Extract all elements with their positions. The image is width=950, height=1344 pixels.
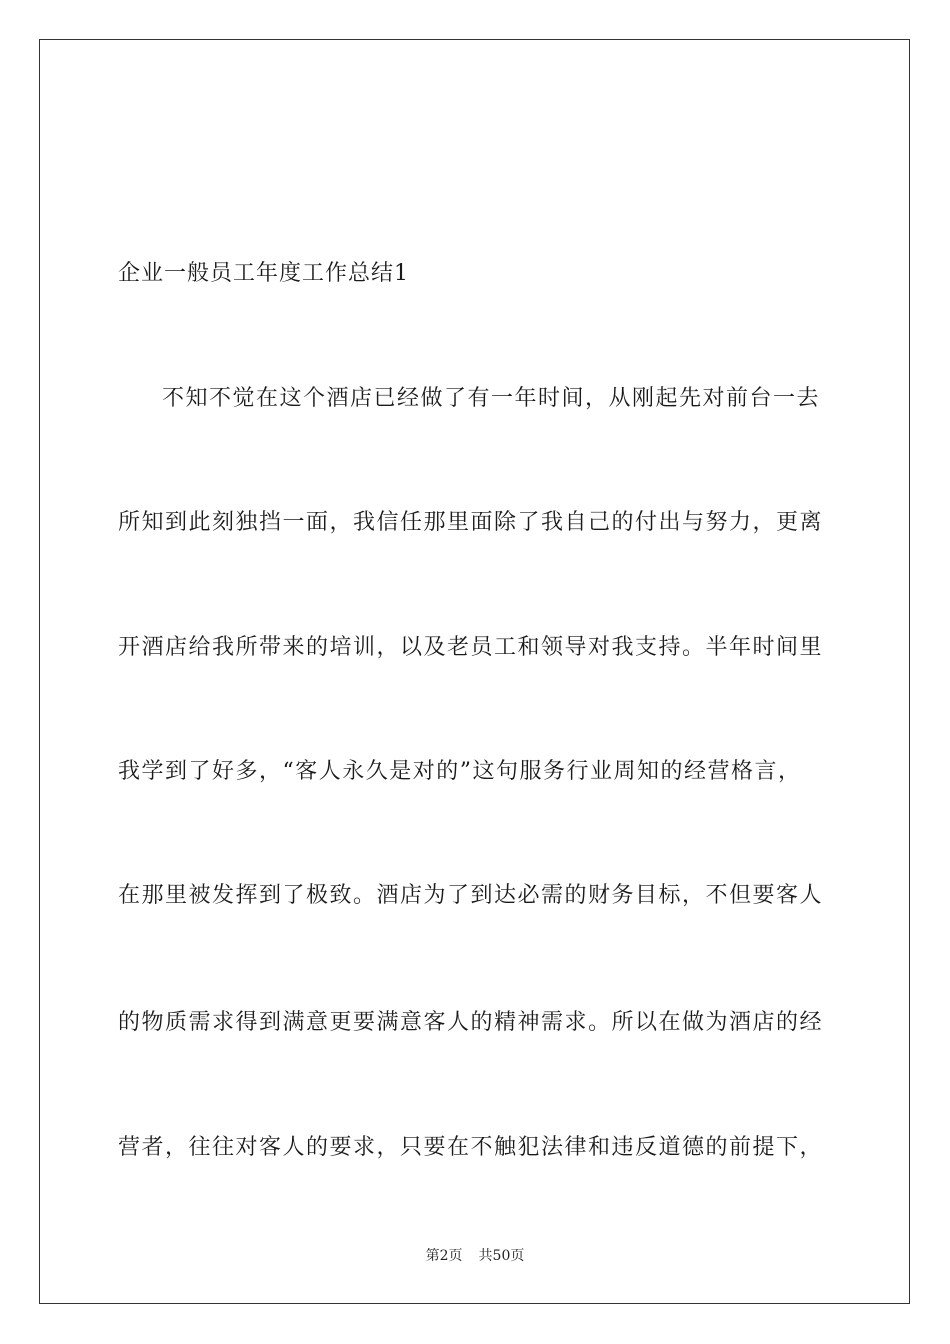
paragraph-line-1: 不知不觉在这个酒店已经做了有一年时间，从刚起先对前台一去 (162, 386, 821, 411)
paragraph-line-2: 所知到此刻独挡一面，我信任那里面除了我自己的付出与努力，更离 (118, 510, 824, 535)
document-title: 企业一般员工年度工作总结1 (118, 261, 409, 286)
paragraph-line-6: 的物质需求得到满意更要满意客人的精神需求。所以在做为酒店的经 (118, 1010, 824, 1035)
paragraph-line-5: 在那里被发挥到了极致。酒店为了到达必需的财务目标，不但要客人 (118, 883, 824, 908)
paragraph-line-4: 我学到了好多，“客人永久是对的”这句服务行业周知的经营格言， (118, 759, 802, 784)
page-frame (39, 39, 910, 1304)
paragraph-line-7: 营者，往往对客人的要求，只要在不触犯法律和违反道德的前提下， (118, 1135, 824, 1160)
page-footer (0, 1247, 950, 1265)
page-number: 第2页 (425, 1248, 463, 1264)
page-total: 共50页 (478, 1248, 525, 1264)
paragraph-line-3: 开酒店给我所带来的培训，以及老员工和领导对我支持。半年时间里 (118, 635, 824, 660)
